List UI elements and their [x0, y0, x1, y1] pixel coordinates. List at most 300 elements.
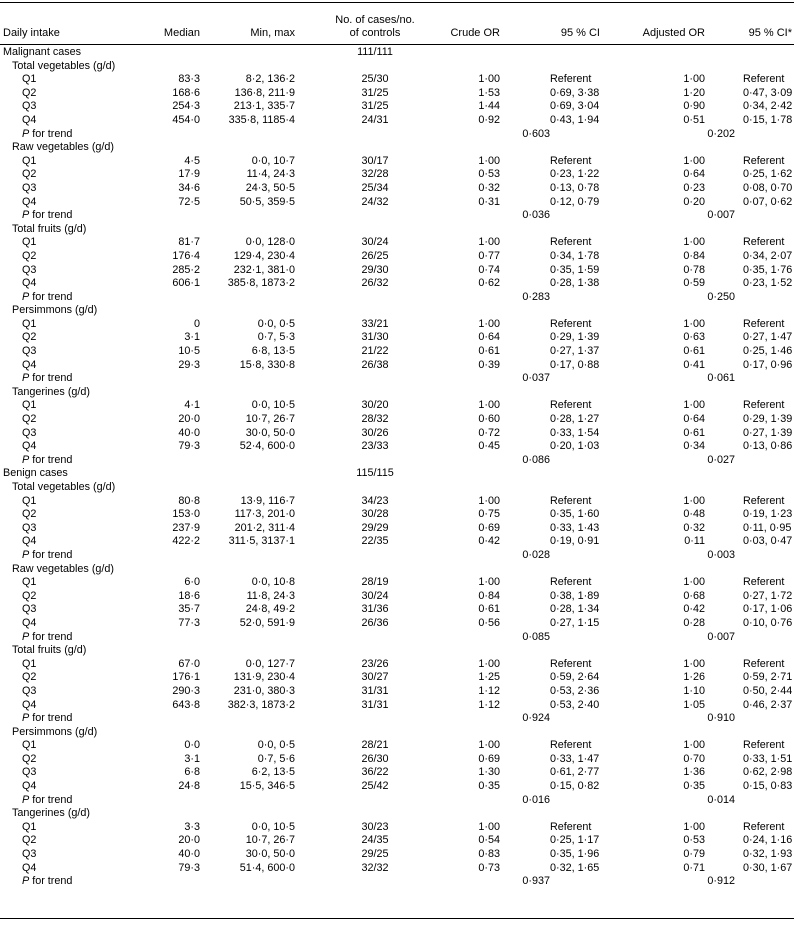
crude-or-value: 1·00 — [478, 820, 500, 833]
quartile-label: Q4 — [22, 195, 37, 208]
ci-value: 0·32, 1·65 — [550, 861, 600, 874]
minmax-value: 13·9, 116·7 — [240, 494, 295, 507]
cases-controls-value: 26/36 — [361, 616, 389, 629]
crude-or-value: 0·69 — [478, 521, 500, 534]
header-ci: 95 % CI — [560, 27, 600, 39]
adjusted-or-value: 0·84 — [683, 249, 705, 262]
ci-adjusted-value: Referent — [743, 657, 785, 670]
quartile-label: Q3 — [22, 521, 37, 534]
cases-controls-value: 33/21 — [361, 317, 389, 330]
median-value: 24·8 — [178, 780, 200, 793]
crude-or-value: 0·77 — [478, 249, 500, 262]
ci-value: 0·35, 1·59 — [550, 263, 600, 276]
minmax-value: 0·0, 0·5 — [257, 317, 295, 330]
p-trend-row — [0, 712, 794, 726]
cases-controls-value: 24/31 — [361, 113, 389, 126]
table-row — [0, 658, 794, 672]
ci-adjusted-value: 0·32, 1·93 — [743, 848, 793, 861]
ci-value: 0·12, 0·79 — [550, 195, 600, 208]
minmax-value: 30·0, 50·0 — [245, 426, 295, 439]
group-total: 111/111 — [357, 46, 393, 58]
median-value: 77·3 — [178, 616, 200, 629]
p-trend-crude: 0·037 — [522, 372, 550, 385]
p-trend-adjusted: 0·250 — [707, 290, 735, 303]
header-ci-adjusted: 95 % CI* — [748, 27, 792, 39]
median-value: 29·3 — [178, 358, 200, 371]
adjusted-or-value: 0·42 — [683, 603, 705, 616]
ci-value: 0·69, 3·04 — [550, 100, 600, 113]
table-header-rule — [0, 44, 794, 45]
ci-value: 0·29, 1·39 — [550, 331, 600, 344]
crude-or-value: 1·00 — [478, 73, 500, 86]
minmax-value: 50·5, 359·5 — [239, 195, 295, 208]
minmax-value: 24·8, 49·2 — [245, 603, 295, 616]
median-value: 3·3 — [184, 820, 200, 833]
quartile-label: Q3 — [22, 603, 37, 616]
cases-controls-value: 24/35 — [361, 834, 389, 847]
crude-or-value: 1·30 — [478, 766, 500, 779]
p-trend-label-italic: P — [22, 712, 30, 725]
food-name: Total vegetables (g/d) — [12, 59, 116, 72]
quartile-label: Q2 — [22, 86, 37, 99]
median-value: 422·2 — [172, 535, 200, 548]
median-value: 10·5 — [178, 345, 200, 358]
ci-adjusted-value: 0·11, 0·95 — [743, 521, 792, 534]
table-row — [0, 264, 794, 278]
ci-adjusted-value: 0·08, 0·70 — [743, 181, 793, 194]
median-value: 6·0 — [184, 576, 200, 589]
table-row — [0, 590, 794, 604]
cases-controls-value: 30/20 — [361, 399, 389, 412]
p-trend-row — [0, 128, 794, 142]
minmax-value: 129·4, 230·4 — [233, 249, 295, 262]
ci-value: 0·28, 1·38 — [550, 277, 600, 290]
food-name: Total fruits (g/d) — [12, 222, 87, 235]
ci-value: 0·53, 2·40 — [550, 698, 600, 711]
table-row — [0, 440, 794, 454]
p-trend-adjusted: 0·027 — [707, 453, 735, 466]
food-name: Raw vegetables (g/d) — [12, 562, 115, 575]
ci-value: 0·27, 1·37 — [550, 345, 600, 358]
median-value: 40·0 — [178, 426, 200, 439]
p-trend-row — [0, 794, 794, 808]
ci-value: 0·20, 1·03 — [550, 440, 600, 453]
ci-adjusted-value: 0·19, 1·23 — [743, 508, 793, 521]
quartile-label: Q1 — [22, 576, 37, 589]
ci-value: 0·28, 1·34 — [550, 603, 600, 616]
p-trend-label-italic: P — [22, 372, 30, 385]
quartile-label: Q3 — [22, 426, 37, 439]
adjusted-or-value: 1·00 — [683, 154, 705, 167]
header-cases-controls: No. of cases/no. of controls — [335, 14, 415, 39]
ci-adjusted-value: Referent — [743, 154, 785, 167]
ci-adjusted-value: Referent — [743, 494, 785, 507]
p-trend-crude: 0·603 — [522, 127, 550, 140]
minmax-value: 232·1, 381·0 — [233, 263, 295, 276]
p-trend-adjusted: 0·061 — [707, 372, 735, 385]
minmax-value: 335·8, 1185·4 — [228, 113, 295, 126]
p-trend-crude: 0·036 — [522, 209, 550, 222]
header-daily-intake: Daily intake — [3, 27, 60, 39]
p-trend-adjusted: 0·007 — [707, 630, 735, 643]
food-name: Tangerines (g/d) — [12, 385, 91, 398]
cases-controls-value: 25/42 — [361, 780, 389, 793]
p-trend-label-italic: P — [22, 548, 30, 561]
median-value: 20·0 — [178, 413, 200, 426]
p-trend-label-italic: P — [22, 875, 30, 888]
food-row — [0, 386, 794, 400]
cases-controls-value: 31/31 — [361, 698, 389, 711]
group-row — [0, 46, 794, 60]
minmax-value: 0·0, 128·0 — [245, 236, 295, 249]
minmax-value: 231·0, 380·3 — [233, 684, 295, 697]
food-row — [0, 644, 794, 658]
food-row — [0, 481, 794, 495]
p-trend-label-rest: for trend — [29, 127, 73, 140]
crude-or-value: 0·69 — [478, 752, 500, 765]
crude-or-value: 0·61 — [478, 603, 500, 616]
cases-controls-value: 29/29 — [361, 521, 389, 534]
table-bottom-rule — [0, 918, 794, 919]
table-row — [0, 331, 794, 345]
table-row — [0, 413, 794, 427]
quartile-label: Q4 — [22, 698, 37, 711]
p-trend-label — [22, 372, 172, 386]
adjusted-or-value: 1·00 — [683, 317, 705, 330]
ci-value: 0·59, 2·64 — [550, 671, 600, 684]
crude-or-value: 1·00 — [478, 317, 500, 330]
minmax-value: 11·8, 24·3 — [246, 589, 295, 602]
table-row — [0, 277, 794, 291]
p-trend-label-rest: for trend — [29, 372, 73, 385]
crude-or-value: 1·12 — [478, 684, 500, 697]
table-row — [0, 345, 794, 359]
ci-value: Referent — [550, 154, 592, 167]
quartile-label: Q3 — [22, 766, 37, 779]
header-crude-or: Crude OR — [450, 27, 500, 39]
minmax-value: 0·0, 0·5 — [257, 739, 295, 752]
median-value: 606·1 — [172, 277, 200, 290]
p-trend-label — [22, 875, 172, 889]
food-row — [0, 141, 794, 155]
food-row — [0, 807, 794, 821]
median-value: 20·0 — [178, 834, 200, 847]
header-minmax: Min, max — [250, 27, 295, 39]
median-value: 0 — [193, 317, 200, 330]
p-trend-adjusted: 0·202 — [707, 127, 735, 140]
median-value: 79·3 — [178, 861, 200, 874]
p-trend-label-rest: for trend — [29, 793, 73, 806]
quartile-label: Q4 — [22, 861, 37, 874]
food-row — [0, 726, 794, 740]
minmax-value: 52·4, 600·0 — [239, 440, 295, 453]
median-value: 254·3 — [172, 100, 200, 113]
ci-adjusted-value: Referent — [743, 73, 785, 86]
p-trend-adjusted: 0·003 — [707, 548, 735, 561]
group-row — [0, 467, 794, 481]
table-row — [0, 753, 794, 767]
table-row — [0, 182, 794, 196]
ci-value: Referent — [550, 236, 592, 249]
p-trend-crude: 0·028 — [522, 548, 550, 561]
ci-value: Referent — [550, 73, 592, 86]
table-row — [0, 821, 794, 835]
ci-adjusted-value: 0·17, 1·06 — [743, 603, 793, 616]
ci-adjusted-value: 0·47, 3·09 — [743, 86, 793, 99]
p-trend-label — [22, 549, 172, 563]
p-trend-label-italic: P — [22, 127, 30, 140]
quartile-label: Q3 — [22, 263, 37, 276]
p-trend-label — [22, 631, 172, 645]
crude-or-value: 0·61 — [478, 345, 500, 358]
ci-adjusted-value: 0·27, 1·47 — [743, 331, 793, 344]
ci-value: 0·33, 1·47 — [550, 752, 600, 765]
median-value: 6·8 — [184, 766, 200, 779]
minmax-value: 15·8, 330·8 — [239, 358, 295, 371]
food-name: Persimmons (g/d) — [12, 725, 98, 738]
p-trend-crude: 0·283 — [522, 290, 550, 303]
p-trend-label-italic: P — [22, 453, 30, 466]
cases-controls-value: 30/24 — [361, 589, 389, 602]
ci-adjusted-value: 0·24, 1·16 — [743, 834, 793, 847]
median-value: 454·0 — [172, 113, 200, 126]
cases-controls-value: 24/32 — [361, 195, 389, 208]
ci-adjusted-value: 0·03, 0·47 — [743, 535, 793, 548]
minmax-value: 382·3, 1873·2 — [227, 698, 295, 711]
p-trend-row — [0, 372, 794, 386]
crude-or-value: 0·72 — [478, 426, 500, 439]
ci-adjusted-value: 0·35, 1·76 — [743, 263, 793, 276]
p-trend-label-rest: for trend — [29, 630, 73, 643]
minmax-value: 51·4, 600·0 — [239, 861, 295, 874]
ci-value: 0·34, 1·78 — [550, 249, 600, 262]
median-value: 4·5 — [184, 154, 200, 167]
p-trend-label-rest: for trend — [29, 548, 73, 561]
adjusted-or-value: 0·23 — [683, 181, 705, 194]
median-value: 81·7 — [178, 236, 200, 249]
minmax-value: 10·7, 26·7 — [245, 413, 295, 426]
crude-or-value: 1·00 — [478, 739, 500, 752]
table-row — [0, 780, 794, 794]
adjusted-or-value: 0·53 — [683, 834, 705, 847]
cases-controls-value: 26/25 — [361, 249, 389, 262]
ci-value: Referent — [550, 576, 592, 589]
adjusted-or-value: 0·70 — [683, 752, 705, 765]
minmax-value: 136·8, 211·9 — [234, 86, 295, 99]
crude-or-value: 0·84 — [478, 589, 500, 602]
crude-or-value: 1·44 — [478, 100, 500, 113]
header-adjusted-or: Adjusted OR — [642, 27, 705, 39]
p-trend-adjusted: 0·007 — [707, 209, 735, 222]
ci-value: Referent — [550, 820, 592, 833]
p-trend-label — [22, 454, 172, 468]
adjusted-or-value: 1·36 — [683, 766, 705, 779]
median-value: 79·3 — [178, 440, 200, 453]
ci-adjusted-value: 0·46, 2·37 — [743, 698, 793, 711]
adjusted-or-value: 0·20 — [683, 195, 705, 208]
quartile-label: Q3 — [22, 181, 37, 194]
table-row — [0, 834, 794, 848]
ci-value: 0·33, 1·54 — [550, 426, 600, 439]
table-body — [0, 46, 794, 889]
table-row — [0, 359, 794, 373]
ci-adjusted-value: 0·34, 2·07 — [743, 249, 793, 262]
adjusted-or-value: 0·64 — [683, 168, 705, 181]
p-trend-label — [22, 794, 172, 808]
quartile-label: Q4 — [22, 535, 37, 548]
p-trend-crude: 0·937 — [522, 875, 550, 888]
table-row — [0, 399, 794, 413]
quartile-label: Q4 — [22, 780, 37, 793]
table-row — [0, 114, 794, 128]
p-trend-row — [0, 875, 794, 889]
quartile-label: Q2 — [22, 671, 37, 684]
ci-adjusted-value: 0·13, 0·86 — [743, 440, 793, 453]
adjusted-or-value: 0·28 — [683, 616, 705, 629]
table-row — [0, 87, 794, 101]
cases-controls-value: 25/34 — [361, 181, 389, 194]
adjusted-or-value: 0·61 — [683, 345, 705, 358]
p-trend-label-italic: P — [22, 209, 30, 222]
quartile-label: Q3 — [22, 848, 37, 861]
p-trend-label-rest: for trend — [29, 712, 73, 725]
adjusted-or-value: 1·00 — [683, 739, 705, 752]
minmax-value: 0·0, 10·5 — [251, 820, 295, 833]
cases-controls-value: 23/26 — [361, 657, 389, 670]
p-trend-label-rest: for trend — [29, 875, 73, 888]
quartile-label: Q3 — [22, 100, 37, 113]
minmax-value: 52·0, 591·9 — [239, 616, 295, 629]
p-trend-adjusted: 0·014 — [707, 793, 735, 806]
ci-adjusted-value: Referent — [743, 317, 785, 330]
ci-adjusted-value: 0·27, 1·72 — [743, 589, 793, 602]
adjusted-or-value: 1·26 — [683, 671, 705, 684]
quartile-label: Q3 — [22, 684, 37, 697]
quartile-label: Q1 — [22, 317, 37, 330]
adjusted-or-value: 1·05 — [683, 698, 705, 711]
quartile-label: Q1 — [22, 154, 37, 167]
adjusted-or-value: 1·00 — [683, 73, 705, 86]
crude-or-value: 0·35 — [478, 780, 500, 793]
cases-controls-value: 31/30 — [361, 331, 389, 344]
minmax-value: 24·3, 50·5 — [245, 181, 295, 194]
quartile-label: Q1 — [22, 739, 37, 752]
adjusted-or-value: 1·00 — [683, 657, 705, 670]
crude-or-value: 0·39 — [478, 358, 500, 371]
median-value: 643·8 — [172, 698, 200, 711]
crude-or-value: 0·31 — [478, 195, 500, 208]
p-trend-row — [0, 291, 794, 305]
table-row — [0, 603, 794, 617]
minmax-value: 0·0, 127·7 — [245, 657, 295, 670]
ci-adjusted-value: Referent — [743, 820, 785, 833]
food-row — [0, 223, 794, 237]
median-value: 80·8 — [178, 494, 200, 507]
ci-value: Referent — [550, 399, 592, 412]
food-name: Total fruits (g/d) — [12, 644, 87, 657]
p-trend-label-italic: P — [22, 630, 30, 643]
minmax-value: 385·8, 1873·2 — [227, 277, 295, 290]
ci-value: 0·17, 0·88 — [550, 358, 600, 371]
cases-controls-value: 30/17 — [361, 154, 389, 167]
table-row — [0, 522, 794, 536]
ci-adjusted-value: 0·25, 1·46 — [743, 345, 793, 358]
p-trend-crude: 0·016 — [522, 793, 550, 806]
p-trend-row — [0, 209, 794, 223]
quartile-label: Q4 — [22, 440, 37, 453]
adjusted-or-value: 0·61 — [683, 426, 705, 439]
cases-controls-value: 31/31 — [361, 684, 389, 697]
food-row — [0, 304, 794, 318]
ci-value: 0·38, 1·89 — [550, 589, 600, 602]
quartile-label: Q1 — [22, 494, 37, 507]
table-row — [0, 168, 794, 182]
p-trend-label-italic: P — [22, 290, 30, 303]
cases-controls-value: 29/25 — [361, 848, 389, 861]
cases-controls-value: 26/30 — [361, 752, 389, 765]
quartile-label: Q4 — [22, 277, 37, 290]
median-value: 0·0 — [184, 739, 200, 752]
crude-or-value: 1·00 — [478, 236, 500, 249]
ci-value: Referent — [550, 494, 592, 507]
quartile-label: Q2 — [22, 508, 37, 521]
minmax-value: 201·2, 311·4 — [234, 521, 295, 534]
cases-controls-value: 30/24 — [361, 236, 389, 249]
median-value: 176·1 — [172, 671, 200, 684]
p-trend-crude: 0·924 — [522, 712, 550, 725]
ci-value: Referent — [550, 317, 592, 330]
p-trend-label-rest: for trend — [29, 290, 73, 303]
crude-or-value: 0·74 — [478, 263, 500, 276]
adjusted-or-value: 1·20 — [683, 86, 705, 99]
adjusted-or-value: 1·00 — [683, 576, 705, 589]
header-median: Median — [163, 27, 200, 39]
ci-value: 0·33, 1·43 — [550, 521, 600, 534]
quartile-label: Q3 — [22, 345, 37, 358]
p-trend-label — [22, 291, 172, 305]
minmax-value: 0·0, 10·7 — [251, 154, 295, 167]
table-row — [0, 699, 794, 713]
adjusted-or-value: 0·41 — [683, 358, 705, 371]
p-trend-adjusted: 0·912 — [707, 875, 735, 888]
cases-controls-value: 34/23 — [361, 494, 389, 507]
cases-controls-value: 29/30 — [361, 263, 389, 276]
p-trend-row — [0, 631, 794, 645]
ci-value: 0·15, 0·82 — [550, 780, 600, 793]
cases-controls-value: 28/19 — [361, 576, 389, 589]
crude-or-value: 1·00 — [478, 154, 500, 167]
median-value: 290·3 — [172, 684, 200, 697]
adjusted-or-value: 1·00 — [683, 236, 705, 249]
table-row — [0, 427, 794, 441]
adjusted-or-value: 0·34 — [683, 440, 705, 453]
cases-controls-value: 30/27 — [361, 671, 389, 684]
food-name: Persimmons (g/d) — [12, 304, 98, 317]
quartile-label: Q4 — [22, 616, 37, 629]
ci-value: 0·25, 1·17 — [550, 834, 600, 847]
ci-adjusted-value: 0·17, 0·96 — [743, 358, 793, 371]
ci-adjusted-value: 0·15, 0·83 — [743, 780, 793, 793]
cases-controls-value: 28/21 — [361, 739, 389, 752]
crude-or-value: 0·75 — [478, 508, 500, 521]
p-trend-row — [0, 549, 794, 563]
quartile-label: Q1 — [22, 236, 37, 249]
median-value: 3·1 — [184, 752, 200, 765]
ci-adjusted-value: 0·10, 0·76 — [743, 616, 793, 629]
ci-adjusted-value: 0·50, 2·44 — [743, 684, 793, 697]
ci-adjusted-value: 0·30, 1·67 — [743, 861, 793, 874]
ci-value: 0·19, 0·91 — [550, 535, 600, 548]
